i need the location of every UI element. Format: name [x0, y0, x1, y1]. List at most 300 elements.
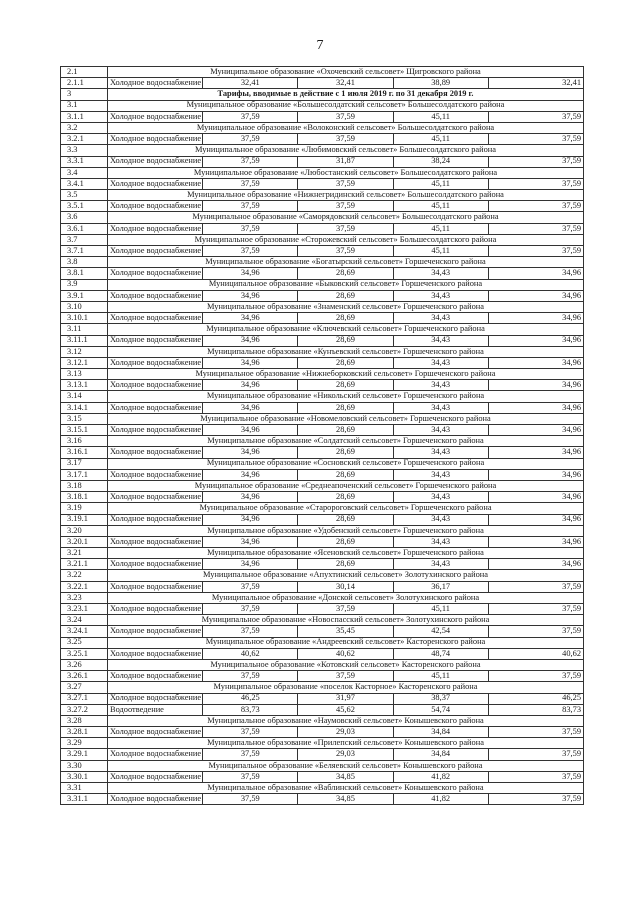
tariff-value-4: 37,59: [488, 156, 583, 167]
tariff-value-3: 34,43: [393, 268, 488, 279]
table-row: [61, 246, 584, 257]
service-name: Холодное водоснабжение: [108, 246, 203, 257]
tariff-value-2: 28,69: [298, 559, 393, 570]
service-name: Холодное водоснабжение: [108, 425, 203, 436]
service-name: Холодное водоснабжение: [108, 492, 203, 503]
tariff-value-3: 38,89: [393, 78, 488, 89]
row-title: Муниципальное образование «Апухтинский сельсовет» Золотухинского района: [108, 570, 584, 581]
row-number: 3.8: [61, 257, 108, 268]
tariff-value-2: 31,87: [298, 156, 393, 167]
row-number: 3.24.1: [61, 626, 108, 637]
row-number: 3.30: [61, 760, 108, 771]
table-row: [61, 78, 584, 89]
row-title: Муниципальное образование «Никольский сельсовет» Горшеченского района: [108, 391, 584, 402]
row-number: 3.8.1: [61, 268, 108, 279]
tariff-value-2: 37,59: [298, 246, 393, 257]
row-number: 3.29.1: [61, 749, 108, 760]
tariff-value-1: 34,96: [203, 335, 298, 346]
tariff-value-1: 34,96: [203, 559, 298, 570]
row-number: 3.30.1: [61, 771, 108, 782]
municipality-heading-row: [61, 234, 584, 245]
municipality-heading-row: [61, 212, 584, 223]
tariff-value-1: 37,59: [203, 581, 298, 592]
tariff-value-1: 37,59: [203, 111, 298, 122]
service-name: Холодное водоснабжение: [108, 178, 203, 189]
row-number: 3.21.1: [61, 559, 108, 570]
tariff-value-3: 34,84: [393, 727, 488, 738]
tariff-value-4: 34,96: [488, 380, 583, 391]
row-title: Муниципальное образование «Нижнеборковский сельсовет» Горшеченского района: [108, 369, 584, 380]
row-number: 3.19: [61, 503, 108, 514]
municipality-heading-row: [61, 122, 584, 133]
service-name: Холодное водоснабжение: [108, 536, 203, 547]
table-row: [61, 604, 584, 615]
row-number: 3.1.1: [61, 111, 108, 122]
row-title: Муниципальное образование «Саморядовский сельсовет» Большесолдатского района: [108, 212, 584, 223]
row-number: 3.31.1: [61, 794, 108, 805]
row-number: 3.18: [61, 480, 108, 491]
tariff-value-4: 40,62: [488, 648, 583, 659]
row-number: 3.12: [61, 346, 108, 357]
row-number: 3.13.1: [61, 380, 108, 391]
row-title: Муниципальное образование «Ясеновский сельсовет» Горшеченского района: [108, 548, 584, 559]
tariff-value-2: 40,62: [298, 648, 393, 659]
tariff-value-2: 37,59: [298, 671, 393, 682]
tariff-value-4: 37,59: [488, 134, 583, 145]
table-row: [61, 223, 584, 234]
table-row: [61, 447, 584, 458]
tariff-value-4: 34,96: [488, 447, 583, 458]
row-number: 3.26: [61, 659, 108, 670]
row-title: Муниципальное образование «Андреевский сельсовет» Касторенского района: [108, 637, 584, 648]
service-name: Холодное водоснабжение: [108, 693, 203, 704]
tariff-value-2: 29,03: [298, 727, 393, 738]
row-number: 3.28.1: [61, 727, 108, 738]
row-title: Муниципальное образование «Богатырский сельсовет» Горшеченского района: [108, 257, 584, 268]
tariff-value-2: 28,69: [298, 447, 393, 458]
tariff-value-1: 32,41: [203, 78, 298, 89]
municipality-heading-row: [61, 257, 584, 268]
tariff-value-2: 37,59: [298, 201, 393, 212]
row-title: Муниципальное образование «Котовский сельсовет» Касторенского района: [108, 659, 584, 670]
row-number: 3.19.1: [61, 514, 108, 525]
tariff-value-3: 38,24: [393, 156, 488, 167]
service-name: Холодное водоснабжение: [108, 335, 203, 346]
municipality-heading-row: [61, 659, 584, 670]
row-number: 3.9.1: [61, 290, 108, 301]
tariff-value-4: 37,59: [488, 749, 583, 760]
tariff-value-2: 34,85: [298, 771, 393, 782]
tariff-value-1: 34,96: [203, 425, 298, 436]
tariff-value-2: 28,69: [298, 268, 393, 279]
table-row: [61, 290, 584, 301]
tariff-value-1: 34,96: [203, 290, 298, 301]
table-row: [61, 536, 584, 547]
tariff-value-1: 34,96: [203, 268, 298, 279]
row-number: 3.14: [61, 391, 108, 402]
row-title: Муниципальное образование «Солдатский сельсовет» Горшеченского района: [108, 436, 584, 447]
service-name: Холодное водоснабжение: [108, 134, 203, 145]
tariff-value-2: 32,41: [298, 78, 393, 89]
service-name: Водоотведение: [108, 704, 203, 715]
municipality-heading-row: [61, 100, 584, 111]
table-row: [61, 425, 584, 436]
row-number: 3.25: [61, 637, 108, 648]
row-title: Муниципальное образование «Новоспасский сельсовет» Золотухинского района: [108, 615, 584, 626]
tariff-value-4: 34,96: [488, 536, 583, 547]
row-title: Муниципальное образование «Волоконский сельсовет» Большесолдатского района: [108, 122, 584, 133]
tariff-value-4: 37,59: [488, 727, 583, 738]
municipality-heading-row: [61, 458, 584, 469]
tariff-value-1: 37,59: [203, 671, 298, 682]
row-number: 3.31: [61, 783, 108, 794]
tariff-value-1: 37,59: [203, 178, 298, 189]
table-row: [61, 111, 584, 122]
tariff-value-4: 34,96: [488, 514, 583, 525]
row-number: 3.16: [61, 436, 108, 447]
tariff-value-1: 37,59: [203, 246, 298, 257]
tariff-value-3: 34,43: [393, 335, 488, 346]
tariff-value-4: 34,96: [488, 357, 583, 368]
tariff-value-3: 34,43: [393, 402, 488, 413]
row-number: 3.27.1: [61, 693, 108, 704]
service-name: Холодное водоснабжение: [108, 268, 203, 279]
tariff-value-3: 45,11: [393, 604, 488, 615]
tariff-value-1: 37,59: [203, 223, 298, 234]
row-title: Муниципальное образование «Беляевский сельсовет» Конышевского района: [108, 760, 584, 771]
row-number: 3.17: [61, 458, 108, 469]
municipality-heading-row: [61, 525, 584, 536]
municipality-heading-row: [61, 301, 584, 312]
table-row: [61, 626, 584, 637]
row-title: Муниципальное образование «Донской сельсовет» Золотухинского района: [108, 592, 584, 603]
table-row: [61, 648, 584, 659]
tariff-value-1: 37,59: [203, 201, 298, 212]
row-number: 3.10.1: [61, 313, 108, 324]
row-title: Муниципальное образование «Новомеловский сельсовет» Горшеченского района: [108, 413, 584, 424]
tariff-value-3: 34,43: [393, 425, 488, 436]
tariff-value-3: 45,11: [393, 201, 488, 212]
tariff-value-3: 48,74: [393, 648, 488, 659]
tariff-value-3: 34,43: [393, 536, 488, 547]
tariff-value-1: 37,59: [203, 727, 298, 738]
municipality-heading-row: [61, 480, 584, 491]
tariff-value-1: 34,96: [203, 447, 298, 458]
row-title: Муниципальное образование «Среднеапоченский сельсовет» Горшеченского района: [108, 480, 584, 491]
tariff-value-4: 34,96: [488, 313, 583, 324]
table-row: [61, 704, 584, 715]
row-title: Муниципальное образование «Прилепский сельсовет» Конышевского района: [108, 738, 584, 749]
row-title: Тарифы, вводимые в действие с 1 июля 2019 г. по 31 декабря 2019 г.: [108, 89, 584, 100]
row-number: 2.1: [61, 67, 108, 78]
row-number: 3: [61, 89, 108, 100]
tariff-value-4: 37,59: [488, 223, 583, 234]
table-row: [61, 335, 584, 346]
tariff-value-4: 37,59: [488, 626, 583, 637]
municipality-heading-row: [61, 548, 584, 559]
service-name: Холодное водоснабжение: [108, 771, 203, 782]
tariff-value-1: 34,96: [203, 357, 298, 368]
tariff-value-2: 28,69: [298, 357, 393, 368]
municipality-heading-row: [61, 682, 584, 693]
service-name: Холодное водоснабжение: [108, 514, 203, 525]
service-name: Холодное водоснабжение: [108, 604, 203, 615]
tariff-value-2: 29,03: [298, 749, 393, 760]
tariff-value-1: 37,59: [203, 134, 298, 145]
row-number: 3.17.1: [61, 469, 108, 480]
tariff-value-3: 36,17: [393, 581, 488, 592]
tariff-value-4: 37,59: [488, 178, 583, 189]
tariff-value-2: 28,69: [298, 313, 393, 324]
tariff-value-1: 34,96: [203, 514, 298, 525]
tariff-value-2: 28,69: [298, 514, 393, 525]
tariff-value-4: 34,96: [488, 402, 583, 413]
tariff-value-1: 37,59: [203, 156, 298, 167]
tariff-value-1: 34,96: [203, 536, 298, 547]
tariff-value-4: 32,41: [488, 78, 583, 89]
row-number: 3.20.1: [61, 536, 108, 547]
municipality-heading-row: [61, 615, 584, 626]
tariff-value-1: 40,62: [203, 648, 298, 659]
row-title: Муниципальное образование «Большесолдатский сельсовет» Большесолдатского района: [108, 100, 584, 111]
tariff-value-4: 34,96: [488, 268, 583, 279]
tariff-value-2: 28,69: [298, 469, 393, 480]
row-title: Муниципальное образование «Старороговский сельсовет» Горшеченского района: [108, 503, 584, 514]
row-number: 3.25.1: [61, 648, 108, 659]
tariff-value-3: 34,43: [393, 514, 488, 525]
table-row: [61, 727, 584, 738]
tariff-value-2: 28,69: [298, 402, 393, 413]
row-number: 3.15: [61, 413, 108, 424]
table-row: [61, 671, 584, 682]
row-number: 3.3: [61, 145, 108, 156]
municipality-heading-row: [61, 167, 584, 178]
row-title: Муниципальное образование «Охочевский сельсовет» Щигровского района: [108, 67, 584, 78]
tariff-value-3: 41,82: [393, 771, 488, 782]
row-number: 3.6.1: [61, 223, 108, 234]
row-title: Муниципальное образование «Нижнегридинский сельсовет» Большесолдатского района: [108, 190, 584, 201]
tariff-value-2: 37,59: [298, 223, 393, 234]
tariff-value-1: 34,96: [203, 313, 298, 324]
row-number: 3.10: [61, 301, 108, 312]
tariff-value-3: 34,43: [393, 290, 488, 301]
tariff-value-3: 34,43: [393, 492, 488, 503]
tariff-value-1: 83,73: [203, 704, 298, 715]
service-name: Холодное водоснабжение: [108, 223, 203, 234]
tariff-value-2: 37,59: [298, 134, 393, 145]
tariff-value-4: 34,96: [488, 492, 583, 503]
table-row: [61, 313, 584, 324]
service-name: Холодное водоснабжение: [108, 648, 203, 659]
tariff-value-4: 37,59: [488, 794, 583, 805]
row-number: 3.26.1: [61, 671, 108, 682]
tariff-value-4: 37,59: [488, 201, 583, 212]
municipality-heading-row: [61, 190, 584, 201]
tariff-value-3: 42,54: [393, 626, 488, 637]
tariff-table-body: [61, 67, 584, 805]
tariff-value-4: 37,59: [488, 771, 583, 782]
row-number: 3.23: [61, 592, 108, 603]
row-number: 3.14.1: [61, 402, 108, 413]
table-row: [61, 514, 584, 525]
tariff-value-4: 37,59: [488, 246, 583, 257]
row-number: 3.5: [61, 190, 108, 201]
page-number: 7: [316, 38, 324, 53]
tariff-value-4: 34,96: [488, 469, 583, 480]
tariff-value-1: 34,96: [203, 402, 298, 413]
table-row: [61, 749, 584, 760]
tariff-value-2: 37,59: [298, 178, 393, 189]
tariff-value-3: 34,43: [393, 357, 488, 368]
row-title: Муниципальное образование «Знаменский сельсовет» Горшеченского района: [108, 301, 584, 312]
service-name: Холодное водоснабжение: [108, 447, 203, 458]
tariff-value-3: 34,43: [393, 469, 488, 480]
municipality-heading-row: [61, 760, 584, 771]
service-name: Холодное водоснабжение: [108, 313, 203, 324]
row-number: 3.29: [61, 738, 108, 749]
municipality-heading-row: [61, 503, 584, 514]
row-number: 3.15.1: [61, 425, 108, 436]
tariff-value-1: 37,59: [203, 604, 298, 615]
tariff-value-3: 45,11: [393, 134, 488, 145]
tariff-value-1: 37,59: [203, 771, 298, 782]
row-number: 3.3.1: [61, 156, 108, 167]
municipality-heading-row: [61, 369, 584, 380]
municipality-heading-row: [61, 279, 584, 290]
municipality-heading-row: [61, 145, 584, 156]
row-title: Муниципальное образование «Удобенский сельсовет» Горшеченского района: [108, 525, 584, 536]
tariff-value-4: 46,25: [488, 693, 583, 704]
tariff-value-1: 46,25: [203, 693, 298, 704]
municipality-heading-row: [61, 436, 584, 447]
table-row: [61, 357, 584, 368]
tariff-value-2: 28,69: [298, 290, 393, 301]
section-heading-row: [61, 89, 584, 100]
tariff-value-4: 37,59: [488, 581, 583, 592]
municipality-heading-row: [61, 715, 584, 726]
tariff-value-3: 34,43: [393, 313, 488, 324]
table-row: [61, 693, 584, 704]
table-row: [61, 178, 584, 189]
tariff-value-2: 37,59: [298, 111, 393, 122]
municipality-heading-row: [61, 738, 584, 749]
tariff-value-4: 34,96: [488, 290, 583, 301]
tariff-value-3: 45,11: [393, 671, 488, 682]
table-row: [61, 380, 584, 391]
table-row: [61, 469, 584, 480]
row-number: 3.24: [61, 615, 108, 626]
service-name: Холодное водоснабжение: [108, 402, 203, 413]
tariff-value-1: 34,96: [203, 380, 298, 391]
row-number: 3.27.2: [61, 704, 108, 715]
table-row: [61, 771, 584, 782]
row-title: Муниципальное образование «Любостанский сельсовет» Большесолдатского района: [108, 167, 584, 178]
row-number: 3.6: [61, 212, 108, 223]
tariff-value-2: 28,69: [298, 380, 393, 391]
row-title: Муниципальное образование «Кунъевский сельсовет» Горшеченского района: [108, 346, 584, 357]
row-title: Муниципальное образование «Ваблинский сельсовет» Конышевского района: [108, 783, 584, 794]
row-number: 3.2: [61, 122, 108, 133]
tariff-value-4: 83,73: [488, 704, 583, 715]
municipality-heading-row: [61, 346, 584, 357]
row-number: 3.27: [61, 682, 108, 693]
tariff-value-4: 34,96: [488, 335, 583, 346]
tariff-value-1: 34,96: [203, 492, 298, 503]
tariff-value-3: 38,37: [393, 693, 488, 704]
tariff-value-3: 34,43: [393, 447, 488, 458]
row-number: 3.18.1: [61, 492, 108, 503]
tariff-value-4: 34,96: [488, 425, 583, 436]
table-row: [61, 201, 584, 212]
tariff-value-2: 34,85: [298, 794, 393, 805]
tariff-value-4: 34,96: [488, 559, 583, 570]
row-title: Муниципальное образование «Быковский сельсовет» Горшеченского района: [108, 279, 584, 290]
row-number: 3.22: [61, 570, 108, 581]
tariff-value-4: 37,59: [488, 671, 583, 682]
tariff-value-2: 28,69: [298, 492, 393, 503]
service-name: Холодное водоснабжение: [108, 559, 203, 570]
municipality-heading-row: [61, 67, 584, 78]
row-number: 3.2.1: [61, 134, 108, 145]
row-number: 3.11.1: [61, 335, 108, 346]
row-number: 3.9: [61, 279, 108, 290]
municipality-heading-row: [61, 413, 584, 424]
tariff-value-2: 31,97: [298, 693, 393, 704]
service-name: Холодное водоснабжение: [108, 727, 203, 738]
row-number: 3.16.1: [61, 447, 108, 458]
row-title: Муниципальное образование «Ключевский сельсовет» Горшеченского района: [108, 324, 584, 335]
tariff-value-1: 37,59: [203, 749, 298, 760]
tariff-value-2: 35,45: [298, 626, 393, 637]
tariff-value-3: 45,11: [393, 223, 488, 234]
municipality-heading-row: [61, 391, 584, 402]
tariff-value-3: 54,74: [393, 704, 488, 715]
tariff-value-3: 34,43: [393, 380, 488, 391]
tariff-value-2: 45,62: [298, 704, 393, 715]
row-title: Муниципальное образование «Сторожевский сельсовет» Большесолдатского района: [108, 234, 584, 245]
tariff-value-1: 37,59: [203, 626, 298, 637]
row-number: 3.20: [61, 525, 108, 536]
service-name: Холодное водоснабжение: [108, 469, 203, 480]
table-row: [61, 268, 584, 279]
table-row: [61, 794, 584, 805]
tariff-value-3: 45,11: [393, 246, 488, 257]
tariff-value-1: 34,96: [203, 469, 298, 480]
tariff-value-1: 37,59: [203, 794, 298, 805]
municipality-heading-row: [61, 592, 584, 603]
tariff-value-2: 28,69: [298, 335, 393, 346]
municipality-heading-row: [61, 637, 584, 648]
table-row: [61, 492, 584, 503]
municipality-heading-row: [61, 570, 584, 581]
tariff-value-2: 28,69: [298, 536, 393, 547]
row-number: 3.4: [61, 167, 108, 178]
service-name: Холодное водоснабжение: [108, 626, 203, 637]
municipality-heading-row: [61, 324, 584, 335]
service-name: Холодное водоснабжение: [108, 581, 203, 592]
tariff-table: [60, 66, 584, 805]
tariff-value-2: 30,14: [298, 581, 393, 592]
tariff-value-3: 34,43: [393, 559, 488, 570]
row-number: 3.7.1: [61, 246, 108, 257]
row-title: Муниципальное образование «Наумовский сельсовет» Конышевского района: [108, 715, 584, 726]
tariff-value-3: 34,84: [393, 749, 488, 760]
service-name: Холодное водоснабжение: [108, 749, 203, 760]
row-number: 3.1: [61, 100, 108, 111]
table-row: [61, 134, 584, 145]
tariff-value-3: 45,11: [393, 178, 488, 189]
table-row: [61, 559, 584, 570]
